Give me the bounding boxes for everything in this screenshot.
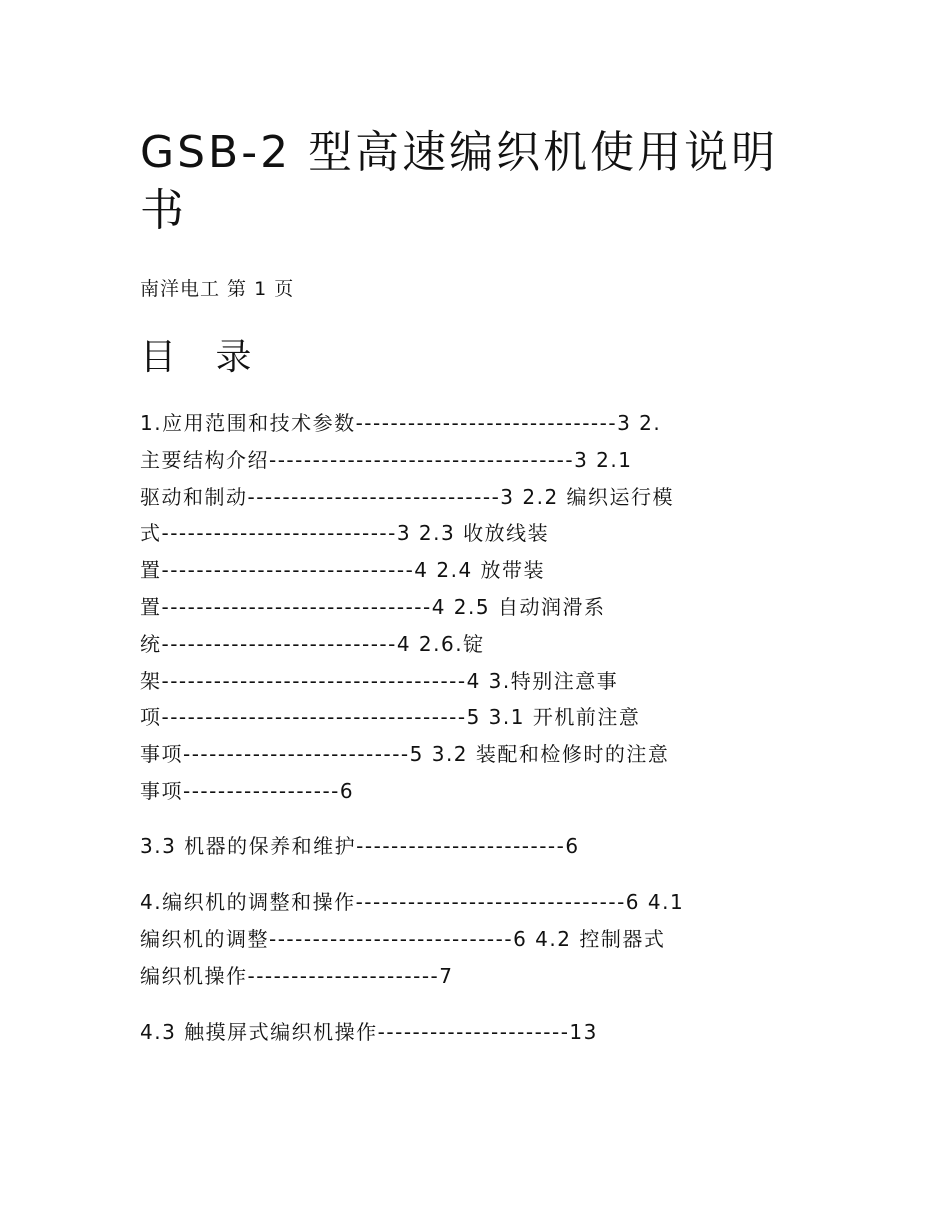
toc-heading: 目 录 (140, 337, 266, 378)
toc-line: 4.编织机的调整和操作-------------------------------6 4.1 (140, 890, 685, 914)
toc-line: 主要结构介绍-----------------------------------3 2.1 (140, 447, 633, 472)
toc-line: 3.3 机器的保养和维护------------------------6 (140, 834, 580, 858)
toc-line: 项-----------------------------------5 3.1 开机前注意 (140, 705, 641, 730)
toc-line: 事项--------------------------5 3.2 装配和检修时的注意 (140, 742, 670, 767)
toc-line: 置-------------------------------4 2.5 自动润滑系 (140, 594, 606, 619)
document-title-line-1: GSB-2 型高速编织机使用说明 (140, 127, 779, 178)
document-title (140, 124, 820, 240)
toc-paragraph-3 (140, 884, 820, 994)
toc-line: 式---------------------------3 2.3 收放线装 (140, 521, 550, 546)
toc-paragraph-2 (140, 828, 820, 865)
toc-paragraph-1 (140, 405, 820, 810)
toc-line: 置-----------------------------4 2.4 放带装 (140, 558, 546, 583)
toc-line: 编织机的调整----------------------------6 4.2 控制器式 (140, 926, 666, 951)
toc-line: 1.应用范围和技术参数------------------------------3 2. (140, 411, 662, 435)
toc-paragraph-4 (140, 1014, 820, 1051)
toc-line: 架-----------------------------------4 3.特别注意事 (140, 668, 619, 693)
toc-line: 统---------------------------4 2.6.锭 (140, 631, 485, 656)
toc-line: 4.3 触摸屏式编织机操作----------------------13 (140, 1020, 598, 1044)
toc-line: 事项------------------6 (140, 778, 355, 803)
document-title-line-2: 书 (140, 185, 187, 236)
page-header-label: 南洋电工 第 1 页 (140, 278, 295, 300)
toc-line: 编织机操作----------------------7 (140, 963, 454, 988)
toc-line: 驱动和制动-----------------------------3 2.2 编织运行模 (140, 484, 675, 509)
